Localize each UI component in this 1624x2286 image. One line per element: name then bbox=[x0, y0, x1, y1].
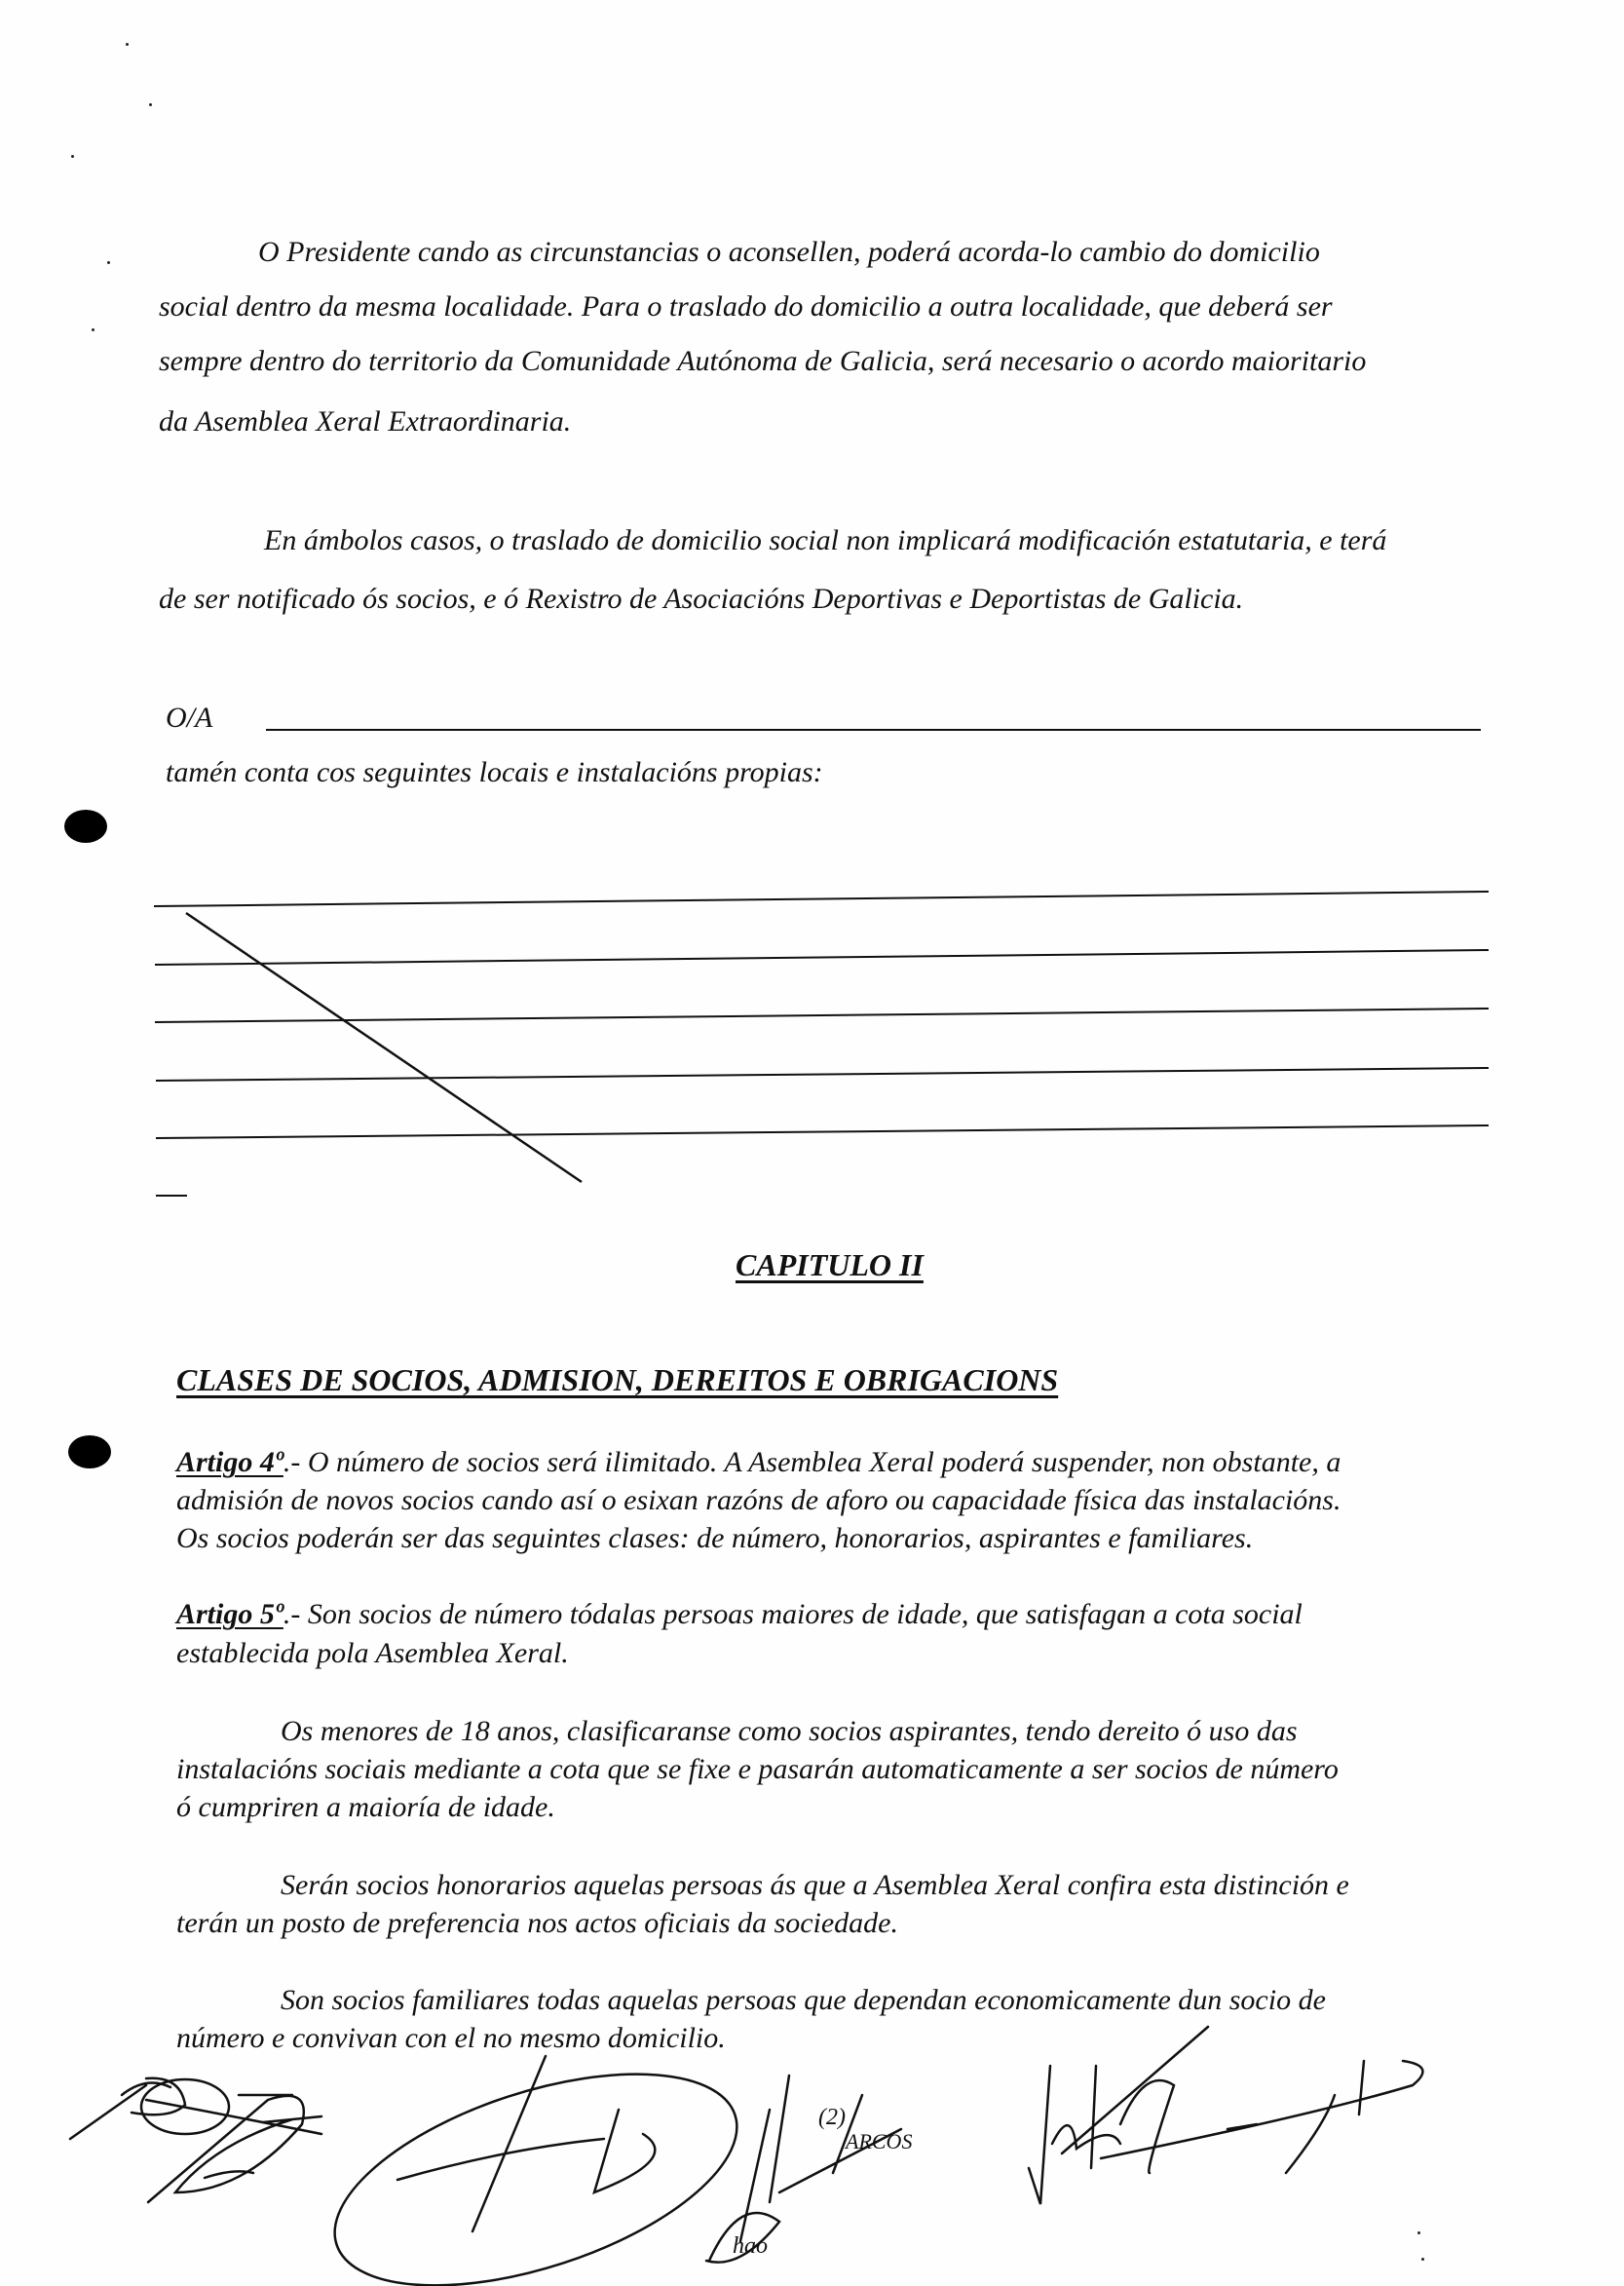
facilities-intro: tamén conta cos seguintes locais e instalacións propias: bbox=[166, 756, 823, 788]
paragraph-line: O Presidente cando as circunstancias o aconsellen, poderá acorda-lo cambio do domicilio bbox=[258, 236, 1320, 268]
article-text: .- O número de socios será ilimitado. A Asemblea Xeral poderá suspender, non obstante, a bbox=[283, 1446, 1341, 1478]
signature-annotation: (2) bbox=[818, 2105, 846, 2130]
paragraph-line: Son socios familiares todas aquelas persoas que dependan economicamente dun socio de bbox=[281, 1984, 1326, 2016]
article-label: Artigo 5º bbox=[176, 1598, 283, 1630]
scan-speck bbox=[1421, 2258, 1424, 2261]
article-label: Artigo 4º bbox=[176, 1446, 283, 1478]
scan-speck bbox=[1417, 2231, 1420, 2234]
signature-4 bbox=[706, 2076, 912, 2263]
paragraph-line: En ámbolos casos, o traslado de domicilio social non implicará modificación estatutaria, e terá bbox=[264, 524, 1387, 556]
paragraph-line: número e convivan con el no mesmo domicilio. bbox=[176, 2022, 726, 2054]
signature-annotation: hao bbox=[733, 2233, 768, 2259]
paragraph-line: sempre dentro do territorio da Comunidade Autónoma de Galicia, será necesario o acordo maioritario bbox=[159, 345, 1367, 377]
signature-annotation: ARCOS bbox=[846, 2129, 913, 2153]
paragraph-line: de ser notificado ós socios, e ó Rexistro de Asociacións Deportivas e Deportistas de Galicia. bbox=[159, 583, 1244, 615]
paragraph-line: ó cumpriren a maioría de idade. bbox=[176, 1791, 555, 1823]
article-text: .- Son socios de número tódalas persoas maiores de idade, que satisfagan a cota social bbox=[283, 1598, 1303, 1630]
paragraph-line: instalacións sociais mediante a cota que se fixe e pasarán automaticamente a ser socios de número bbox=[176, 1753, 1339, 1785]
paragraph-line: social dentro da mesma localidade. Para o traslado do domicilio a outra localidade, que deberá ser bbox=[159, 290, 1333, 323]
paragraph-line: admisión de novos socios cando así o esixan razóns de aforo ou capacidade física das instalacións. bbox=[176, 1484, 1341, 1516]
signature-5 bbox=[1029, 2027, 1422, 2204]
paragraph-line: Os socios poderán ser das seguintes clases: de número, honorarios, aspirantes e familiares. bbox=[176, 1522, 1254, 1554]
signature-3 bbox=[310, 2032, 763, 2286]
paragraph-line: terán un posto de preferencia nos actos oficiais da sociedade. bbox=[176, 1907, 898, 1939]
paragraph-line: Os menores de 18 anos, clasificaranse como socios aspirantes, tendo dereito ó uso das bbox=[281, 1715, 1298, 1747]
paragraph-line: establecida pola Asemblea Xeral. bbox=[176, 1637, 569, 1669]
paragraph-line: Serán socios honorarios aquelas persoas ás que a Asemblea Xeral confira esta distinción e bbox=[281, 1869, 1349, 1901]
signature-1 bbox=[70, 2078, 321, 2139]
chapter-title: CAPITULO II bbox=[736, 1247, 924, 1282]
paragraph-line: da Asemblea Xeral Extraordinaria. bbox=[159, 405, 572, 438]
owner-field-label: O/A bbox=[166, 702, 213, 734]
section-title: CLASES DE SOCIOS, ADMISION, DEREITOS E OBRIGACIONS bbox=[176, 1362, 1059, 1397]
